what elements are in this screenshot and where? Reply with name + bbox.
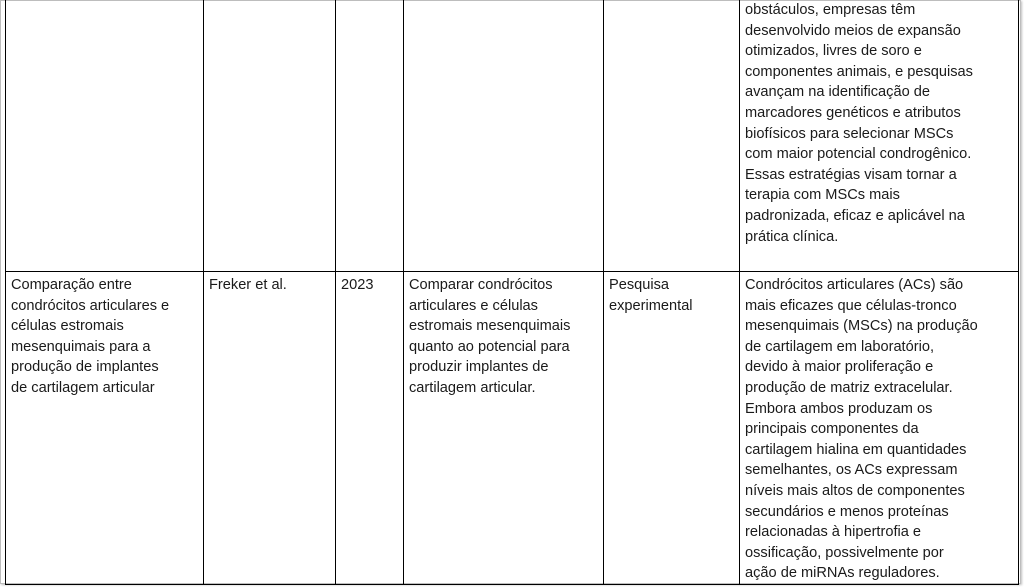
text-line: ossificação, possivelmente por	[745, 544, 944, 561]
text-line: desenvolvido meios de expansão	[745, 22, 961, 39]
text-line: com maior potencial condrogênico.	[745, 146, 972, 163]
text-line: semelhantes, os ACs expressam	[745, 462, 958, 479]
text-line: marcadores genéticos e atributos	[745, 104, 961, 121]
text-line: devido à maior proliferação e	[745, 359, 934, 376]
text-line: níveis mais altos de componentes	[745, 482, 965, 499]
table-row	[6, 0, 1019, 272]
text-line: Freker et al.	[209, 277, 287, 293]
text-line: mesenquimais para a	[11, 338, 151, 355]
text-line: padronizada, eficaz e aplicável na	[745, 207, 965, 224]
text-line: 2023	[341, 277, 374, 293]
authors-cell	[204, 272, 336, 585]
text-line: quanto ao potencial para	[409, 338, 570, 355]
text-line: componentes animais, e pesquisas	[745, 63, 973, 80]
text-line: terapia com MSCs mais	[745, 187, 900, 204]
text-line: biofísicos para selecionar MSCs	[745, 125, 954, 142]
method-cell	[604, 0, 740, 272]
text-line: experimental	[609, 297, 693, 314]
text-line: articulares e células	[409, 297, 538, 314]
text-line: células estromais	[11, 318, 124, 335]
text-line: produção de matriz extracelular.	[745, 379, 953, 396]
text-line: mesenquimais (MSCs) na produção	[745, 318, 978, 335]
theme-cell	[6, 0, 204, 272]
text-line: cartilagem articular.	[409, 379, 536, 396]
text-line: estromais mesenquimais	[409, 318, 571, 335]
text-line: Comparação entre	[11, 277, 132, 293]
text-line: condrócitos articulares e	[11, 297, 170, 314]
text-line: produção de implantes	[11, 359, 159, 376]
text-line: Comparar condrócitos	[409, 277, 553, 293]
text-line: otimizados, livres de soro e	[745, 43, 922, 60]
year-cell	[336, 272, 404, 585]
literature-review-table	[5, 0, 1019, 585]
method-cell	[604, 272, 740, 585]
text-line: Pesquisa	[609, 277, 670, 293]
text-line: Condrócitos articulares (ACs) são	[745, 277, 964, 293]
text-line: cartilagem hialina em quantidades	[745, 441, 967, 458]
text-line: secundários e menos proteínas	[745, 503, 949, 520]
objective-cell	[404, 0, 604, 272]
authors-cell	[204, 0, 336, 272]
results-cell	[740, 0, 1019, 272]
text-line: de cartilagem articular	[11, 379, 155, 396]
year-cell	[336, 0, 404, 272]
text-line: de cartilagem em laboratório,	[745, 338, 934, 355]
text-line: avançam na identificação de	[745, 84, 930, 101]
text-line: produzir implantes de	[409, 359, 549, 376]
text-line: mais eficazes que células-tronco	[745, 297, 957, 314]
text-line: relacionadas à hipertrofia e	[745, 524, 922, 541]
text-line: prática clínica.	[745, 228, 839, 245]
theme-cell	[6, 272, 204, 585]
table-row	[6, 272, 1019, 585]
text-line: ação de miRNAs reguladores.	[745, 565, 940, 582]
objective-cell	[404, 272, 604, 585]
text-line: obstáculos, empresas têm	[745, 2, 916, 18]
text-line: principais componentes da	[745, 421, 919, 438]
text-line: Essas estratégias visam tornar a	[745, 166, 957, 183]
text-line: Embora ambos produzam os	[745, 400, 933, 417]
results-cell	[740, 272, 1019, 585]
